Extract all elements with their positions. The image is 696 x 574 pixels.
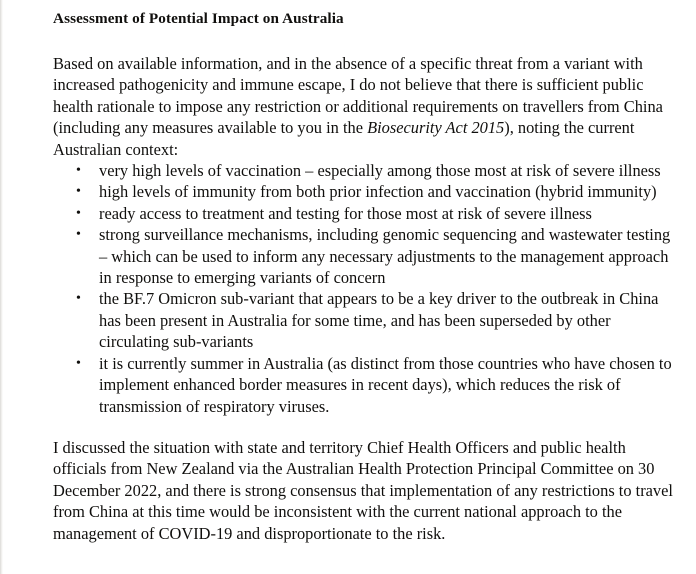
bullet-icon: •	[76, 227, 81, 243]
list-item-text: very high levels of vaccination – especially among those most at risk of severe illness	[99, 161, 661, 181]
list-item-text: it is currently summer in Australia (as distinct from those countries who have chosen to implement enhanced border measures in recent days), which reduces the risk of transmission of respiratory viruses.	[99, 353, 672, 416]
list-item	[53, 288, 673, 352]
intro-paragraph	[53, 29, 673, 160]
bullet-icon: •	[76, 291, 81, 307]
list-item-text: ready access to treatment and testing for those most at risk of severe illness	[99, 203, 592, 223]
list-item	[53, 181, 673, 202]
list-item	[53, 224, 673, 288]
page-scan-edge	[0, 0, 3, 574]
list-item-text: high levels of immunity from both prior infection and vaccination (hybrid immunity)	[99, 182, 657, 202]
bullet-icon: •	[76, 163, 81, 179]
intro-paragraph-part-3: ), noting the current Australian context:	[53, 118, 635, 159]
document-page	[53, 0, 673, 574]
page-title: Assessment of Potential Impact on Australia	[53, 10, 344, 27]
bullet-icon: •	[76, 205, 81, 221]
biosecurity-act-citation: Biosecurity Act 2015	[367, 118, 505, 138]
conclusion-paragraph: I discussed the situation with state and territory Chief Health Officers and public health officials from New Zealand via the Australian Health Protection Principal Committee on 30 December 2022, and there is strong consensus that implementation of any restrictions to travel from China at this time would be inconsistent with the current national approach to the management of COVID-19 and disproportionate to the risk.	[53, 437, 673, 543]
list-item-text: strong surveillance mechanisms, including genomic sequencing and wastewater testing – which can be used to inform any necessary adjustments to the management approach in response to emerging variants of concern	[99, 225, 671, 288]
australian-context-list	[53, 160, 673, 417]
bullet-icon: •	[76, 184, 81, 200]
list-item	[53, 203, 673, 224]
intro-paragraph-part-1: Based on available information, and in the absence of a specific threat from a variant with increased pathogenicity and immune escape, I do not believe that there is sufficient public health rationale to impose any restriction or additional requirements on travellers from China (including any measures available to you in the	[53, 54, 663, 138]
bullet-icon: •	[76, 355, 81, 371]
list-item-text: the BF.7 Omicron sub-variant that appears to be a key driver to the outbreak in China has been present in Australia for some time, and has been superseded by other circulating sub-variants	[99, 289, 659, 352]
list-item	[53, 353, 673, 417]
list-item	[53, 160, 673, 181]
